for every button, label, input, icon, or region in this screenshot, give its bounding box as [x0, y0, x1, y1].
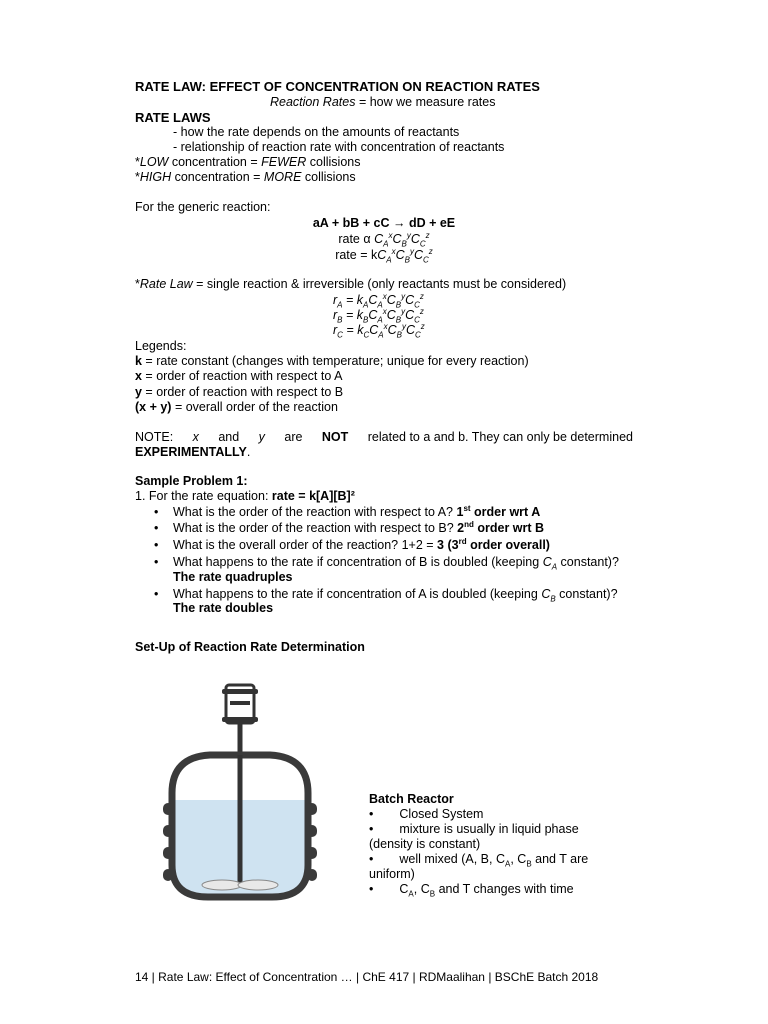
- question-text: What happens to the rate if concentration of B is doubled (keeping: [173, 555, 543, 569]
- rate-a-equation: $r_A = k_AC_A^xC_B^yC_C^z$: [333, 291, 424, 310]
- legend-x: [135, 369, 342, 384]
- batch-item-2: • mixture is usually in liquid phase: [369, 822, 579, 836]
- rate-equals-prefix: rate = k: [335, 248, 378, 262]
- note-line: [135, 430, 633, 445]
- legend-desc: = order of reaction with respect to B: [141, 385, 344, 399]
- note-label: NOTE:: [135, 430, 174, 444]
- note-experimentally: EXPERIMENTALLY: [135, 445, 247, 459]
- high-term: HIGH: [139, 170, 172, 184]
- question-end: constant)?: [555, 587, 618, 601]
- answer-sup: st: [463, 503, 471, 513]
- asterisk: *: [135, 277, 140, 291]
- batch-item-2-cont: (density is constant): [369, 837, 481, 851]
- fewer-term: FEWER: [261, 155, 307, 169]
- rate-law-term: Rate Law: [139, 277, 193, 291]
- generic-equation: aA + bB + cC → dD + eE: [312, 216, 456, 230]
- note-not: NOT: [321, 430, 349, 444]
- question-sub: B: [550, 594, 556, 604]
- more-term: MORE: [263, 170, 302, 184]
- sample-problem-intro: [135, 489, 355, 504]
- motor-icon: [222, 685, 258, 723]
- batch-item-text: mixture is usually in liquid phase: [399, 822, 579, 836]
- rate-proportional-equation: rate α $C_A^xC_B^yC_C^z$: [338, 230, 430, 249]
- setup-heading: Set-Up of Reaction Rate Determination: [135, 640, 365, 654]
- answer-part: 2: [457, 521, 465, 535]
- question-2: [173, 521, 544, 536]
- note-rest: related to a and b. They can only be determined: [367, 430, 633, 444]
- question-text: What is the order of the reaction with respect to B?: [173, 521, 458, 535]
- legend-symbol: k: [135, 354, 142, 368]
- legends-heading: Legends:: [135, 339, 187, 353]
- rate-law-definition: [135, 277, 566, 292]
- legend-desc: = overall order of the reaction: [171, 400, 338, 414]
- page-title: RATE LAW: EFFECT OF CONCENTRATION ON REACTION RATES: [135, 79, 540, 94]
- question-var: C: [542, 555, 552, 569]
- batch-reactor-heading: Batch Reactor: [369, 792, 454, 806]
- answer-4: The rate quadruples: [173, 570, 293, 584]
- rate-b-equation: $r_B = k_BC_A^xC_B^yC_C^z$: [333, 306, 424, 325]
- rate-proportional-prefix: rate α: [338, 232, 371, 246]
- batch-item-text: C: [399, 882, 409, 896]
- legend-desc: = rate constant (changes with temperature; unique for every reaction): [141, 354, 529, 368]
- legend-symbol: x: [135, 369, 142, 383]
- reaction-rates-def: = how we measure rates: [355, 95, 496, 109]
- answer-part: order wrt B: [473, 521, 545, 535]
- rate-law-def: = single reaction & irreversible (only reactants must be considered): [192, 277, 567, 291]
- rate-laws-item: - how the rate depends on the amounts of reactants: [173, 125, 460, 139]
- high-mid: concentration =: [171, 170, 264, 184]
- legend-xy: [135, 400, 338, 415]
- answer-part: 3 (3: [437, 538, 459, 552]
- answer-5: The rate doubles: [173, 601, 274, 615]
- note-and: and: [218, 430, 240, 444]
- low-term: LOW: [139, 155, 169, 169]
- low-concentration-line: [135, 155, 360, 170]
- answer-sup: nd: [464, 519, 474, 529]
- rate-laws-item: - relationship of reaction rate with concentration of reactants: [173, 140, 505, 154]
- rate-c-equation: $r_C = k_CC_A^xC_B^yC_C^z$: [333, 321, 425, 340]
- asterisk: *: [135, 170, 140, 184]
- batch-reactor-illustration: [150, 675, 330, 925]
- high-concentration-line: [135, 170, 356, 185]
- batch-item-4: • $C_A$, $C_B$ and T changes with time: [369, 882, 574, 899]
- reaction-rates-line: [270, 95, 495, 110]
- answer-part: order overall): [466, 538, 550, 552]
- question-4: [173, 555, 619, 570]
- question-end: constant)?: [557, 555, 619, 569]
- note-are: are: [284, 430, 303, 444]
- question-var: C: [541, 587, 551, 601]
- reaction-rates-term: Reaction Rates: [270, 95, 356, 109]
- question-sub: A: [551, 562, 558, 572]
- page-footer: 14 | Rate Law: Effect of Concentration … | ChE 417 | RDMaalihan | BSChE Batch 2018: [135, 970, 599, 984]
- sample-intro-text: 1. For the rate equation:: [135, 489, 272, 503]
- batch-item-3: • well mixed (A, B, $C_A$, $C_B$ and T are: [369, 852, 589, 869]
- batch-item-1: • Closed System: [369, 807, 484, 821]
- question-text: What is the overall order of the reaction? 1+2 =: [173, 538, 438, 552]
- note-line-2: [135, 445, 250, 460]
- note-x: x: [192, 430, 199, 444]
- rate-equals-equation: rate = $kC_A^xC_B^yC_C^z$: [335, 246, 433, 265]
- batch-item-text: Closed System: [399, 807, 484, 821]
- batch-item-text: well mixed (A, B, C: [399, 852, 505, 866]
- sample-problem-heading: Sample Problem 1:: [135, 474, 248, 488]
- rate-laws-heading: RATE LAWS: [135, 110, 211, 125]
- legend-y: [135, 385, 343, 400]
- legend-symbol: (x + y): [135, 400, 172, 414]
- legend-symbol: y: [135, 385, 142, 399]
- low-mid: concentration =: [168, 155, 262, 169]
- asterisk: *: [135, 155, 140, 169]
- sample-rate-equation: rate = k[A][B]²: [271, 489, 355, 503]
- legend-k: [135, 354, 529, 369]
- question-5: [173, 587, 618, 602]
- question-3: [173, 538, 550, 553]
- note-dot: .: [246, 445, 251, 459]
- high-end: collisions: [301, 170, 356, 184]
- note-y: y: [258, 430, 265, 444]
- question-text: What is the order of the reaction with respect to A?: [173, 505, 457, 519]
- generic-reaction-intro: For the generic reaction:: [135, 200, 271, 214]
- answer-sup: rd: [458, 536, 467, 546]
- legend-desc: = order of reaction with respect to A: [141, 369, 343, 383]
- low-end: collisions: [306, 155, 361, 169]
- answer-part: 1: [456, 505, 464, 519]
- answer-part: order wrt A: [470, 505, 541, 519]
- batch-item-3-cont: uniform): [369, 867, 415, 881]
- question-1: [173, 505, 540, 520]
- question-text: What happens to the rate if concentration of A is doubled (keeping: [173, 587, 542, 601]
